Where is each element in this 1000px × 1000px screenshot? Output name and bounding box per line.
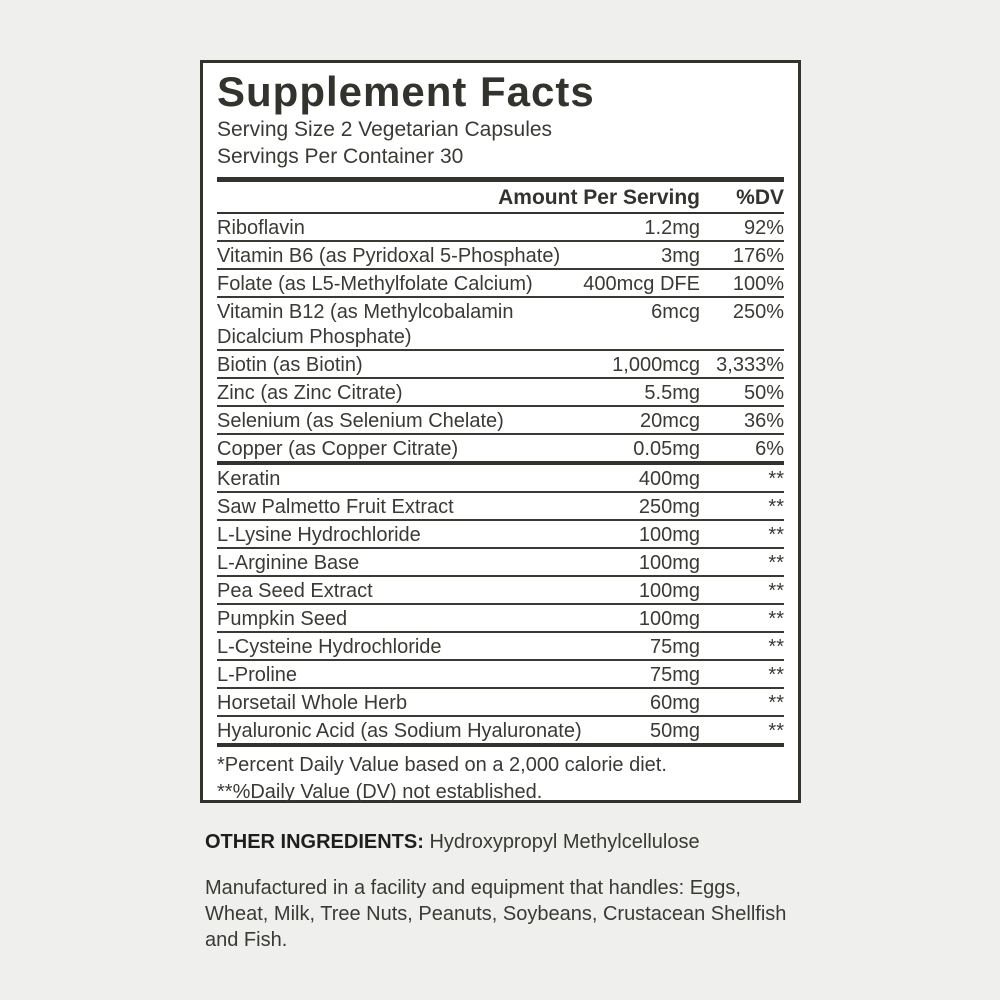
ingredient-row: [217, 493, 784, 521]
ingredient-amount: 1.2mg: [644, 217, 700, 239]
ingredient-row: [217, 661, 784, 689]
ingredient-row-line: [217, 552, 784, 574]
ingredient-row-line: [217, 496, 784, 518]
ingredient-row: [217, 351, 784, 379]
vitamins-minerals-section: [217, 214, 784, 461]
ingredient-amount: 75mg: [649, 636, 700, 658]
ingredient-name: Keratin: [217, 468, 281, 490]
ingredient-name: Horsetail Whole Herb: [217, 692, 408, 714]
ingredient-dv: 250%: [732, 301, 784, 323]
ingredient-row-line: [217, 636, 784, 658]
ingredient-amount: 75mg: [649, 664, 700, 686]
ingredient-row-line: [217, 301, 784, 323]
ingredient-amount: 3mg: [661, 245, 700, 267]
ingredient-row-line: [217, 524, 784, 546]
ingredient-row: [217, 689, 784, 717]
serving-size-text: Serving Size 2 Vegetarian Capsules: [217, 118, 553, 141]
ingredient-row: [217, 465, 784, 493]
ingredient-row-line: [217, 273, 784, 295]
other-ingredients-label: OTHER INGREDIENTS:: [205, 831, 424, 853]
ingredient-row-line: [217, 720, 784, 742]
ingredient-amount: 0.05mg: [633, 438, 700, 460]
ingredient-row: [217, 214, 784, 242]
dv-header: %DV: [736, 186, 784, 209]
ingredient-row: [217, 407, 784, 435]
ingredient-dv: **: [768, 692, 784, 714]
table-header-row: [217, 182, 784, 214]
ingredient-name: Riboflavin: [217, 217, 305, 239]
servings-per-container-text: Servings Per Container 30: [217, 145, 464, 168]
ingredient-amount: 50mg: [649, 720, 700, 742]
ingredient-row: [217, 549, 784, 577]
supplement-facts-panel: [200, 60, 801, 803]
ingredient-row-line: [217, 382, 784, 404]
ingredient-row: [217, 633, 784, 661]
amount-per-serving-header: Amount Per Serving: [498, 186, 700, 209]
ingredient-row: [217, 605, 784, 633]
ingredient-row-line: [217, 217, 784, 239]
ingredient-dv: **: [768, 552, 784, 574]
proprietary-ingredients-section: [217, 465, 784, 743]
ingredient-row-line: [217, 438, 784, 460]
other-ingredients-line: [205, 829, 700, 855]
ingredient-row-line: [217, 692, 784, 714]
footnote-daily-value: *Percent Daily Value based on a 2,000 calorie diet.: [217, 754, 667, 776]
ingredient-row-line: [217, 664, 784, 686]
ingredient-row-line: [217, 245, 784, 267]
ingredient-row-line: [217, 580, 784, 602]
ingredient-dv: **: [768, 636, 784, 658]
ingredient-dv: 92%: [743, 217, 784, 239]
ingredient-name: Saw Palmetto Fruit Extract: [217, 496, 454, 518]
ingredient-name: Vitamin B6 (as Pyridoxal 5-Phosphate): [217, 245, 561, 267]
ingredient-amount: 6mcg: [651, 301, 700, 323]
ingredient-row-line: [217, 468, 784, 490]
footnote-dv-not-established: **%Daily Value (DV) not established.: [217, 781, 543, 803]
ingredient-name: Hyaluronic Acid (as Sodium Hyaluronate): [217, 720, 582, 742]
ingredient-row: [217, 521, 784, 549]
ingredient-dv: **: [768, 496, 784, 518]
ingredient-name: Copper (as Copper Citrate): [217, 438, 459, 460]
ingredient-name: Selenium (as Selenium Chelate): [217, 410, 504, 432]
ingredient-dv: **: [768, 524, 784, 546]
ingredient-name: Pumpkin Seed: [217, 608, 348, 630]
allergen-statement: Manufactured in a facility and equipment that handles: Eggs, Wheat, Milk, Tree Nuts, Peanuts, Soybeans, Crustacean Shellfish and Fish.: [205, 877, 787, 951]
ingredient-name: L-Arginine Base: [217, 552, 360, 574]
ingredient-dv: **: [768, 608, 784, 630]
ingredient-row: [217, 242, 784, 270]
ingredient-row-line: [217, 354, 784, 376]
ingredient-amount: 100mg: [638, 580, 700, 602]
ingredient-name: L-Proline: [217, 664, 298, 686]
ingredient-row: [217, 298, 784, 351]
ingredient-dv: 50%: [743, 382, 784, 404]
ingredient-amount: 60mg: [649, 692, 700, 714]
ingredient-dv: 36%: [743, 410, 784, 432]
footnotes: [217, 747, 784, 806]
ingredient-amount: 1,000mcg: [612, 354, 700, 376]
other-ingredients-value: Hydroxypropyl Methylcellulose: [423, 831, 700, 853]
ingredient-name: Pea Seed Extract: [217, 580, 373, 602]
ingredient-amount: 250mg: [638, 496, 700, 518]
ingredient-dv: 176%: [732, 245, 784, 267]
ingredient-row-line: [217, 608, 784, 630]
ingredient-amount: 20mcg: [639, 410, 700, 432]
ingredient-name: Vitamin B12 (as Methylcobalamin: [217, 301, 514, 323]
ingredient-amount: 400mcg DFE: [583, 273, 700, 295]
ingredient-row: [217, 577, 784, 605]
ingredient-amount: 5.5mg: [644, 382, 700, 404]
ingredient-name: L-Cysteine Hydrochloride: [217, 636, 442, 658]
ingredient-name-continued: Dicalcium Phosphate): [217, 326, 412, 348]
ingredient-dv: **: [768, 468, 784, 490]
ingredient-dv: **: [768, 664, 784, 686]
ingredient-row: [217, 270, 784, 298]
ingredient-dv: 100%: [732, 273, 784, 295]
ingredient-dv: **: [768, 580, 784, 602]
panel-title: Supplement Facts: [217, 68, 595, 115]
ingredient-row: [217, 379, 784, 407]
ingredient-amount: 400mg: [638, 468, 700, 490]
ingredient-amount: 100mg: [638, 552, 700, 574]
ingredient-dv: 3,333%: [716, 354, 784, 376]
ingredient-dv: 6%: [755, 438, 784, 460]
ingredient-dv: **: [768, 720, 784, 742]
ingredient-amount: 100mg: [638, 608, 700, 630]
ingredient-row: [217, 717, 784, 743]
ingredient-amount: 100mg: [638, 524, 700, 546]
ingredient-name: Zinc (as Zinc Citrate): [217, 382, 403, 404]
ingredient-name: L-Lysine Hydrochloride: [217, 524, 421, 546]
ingredient-name: Folate (as L5-Methylfolate Calcium): [217, 273, 533, 295]
ingredient-row: [217, 435, 784, 461]
ingredient-name: Biotin (as Biotin): [217, 354, 363, 376]
ingredient-row-line: [217, 410, 784, 432]
